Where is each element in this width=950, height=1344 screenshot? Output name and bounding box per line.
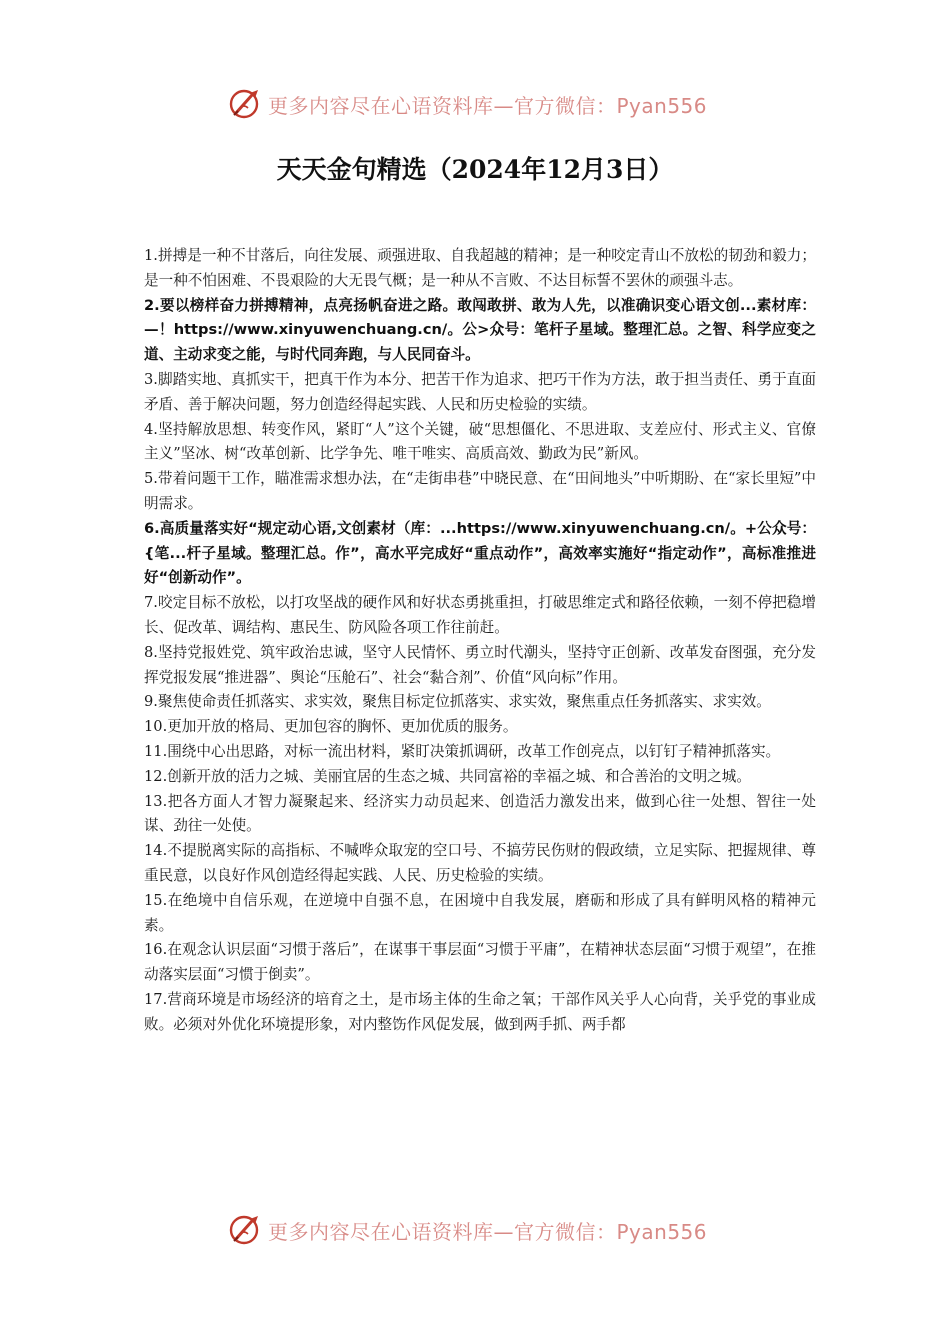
document-paragraph: 15.在绝境中自信乐观，在逆境中自强不息，在困境中自我发展，磨砺和形成了具有鲜明风格的精神元素。 xyxy=(144,891,816,934)
header-banner xyxy=(228,84,728,124)
document-title: 天天金句精选（2024年12月3日） xyxy=(276,155,674,184)
document-paragraph: 3.脚踏实地、真抓实干，把真干作为本分、把苦干作为追求、把巧干作为方法，敢于担当责任、勇于直面矛盾、善于解决问题，努力创造经得起实践、人民和历史检验的实绩。 xyxy=(144,370,816,413)
document-paragraph: 4.坚持解放思想、转变作风，紧盯“人”这个关键，破“思想僵化、不思进取、支差应付、形式主义、官僚主义”坚冰、树“改革创新、比学争先、唯干唯实、高质高效、勤政为民”新风。 xyxy=(144,420,816,463)
header-banner-left: 更多内容尽在心语资料库 xyxy=(268,93,494,118)
footer-banner-right: —官方微信：Pyan556 xyxy=(493,1219,708,1244)
document-paragraph: 14.不提脱离实际的高指标、不喊哗众取宠的空口号、不搞劳民伤财的假政绩，立足实际、把握规律、尊重民意，以良好作风创造经得起实践、人民、历史检验的实绩。 xyxy=(144,842,816,884)
pen-logo-icon xyxy=(228,1212,264,1248)
document-paragraph: 6.高质量落实好“规定动心语,文创素材（库：...https://www.xinyuwenchuang.cn/。+公众号：{笔...杆子星域。整理汇总。作”，高水平完成好“重点动作”，高效率实施好“指定动作”，高标准推进好“创新动作”。 xyxy=(144,519,816,587)
header-banner-right: —官方微信：Pyan556 xyxy=(493,93,708,118)
footer-banner-text xyxy=(268,1216,707,1245)
footer-banner-left: 更多内容尽在心语资料库 xyxy=(268,1219,494,1244)
document-paragraph: 7.咬定目标不放松，以打攻坚战的硬作风和好状态勇挑重担，打破思维定式和路径依赖，一刻不停把稳增长、促改革、调结构、惠民生、防风险各项工作往前赶。 xyxy=(144,594,816,636)
document-paragraph: 8.坚持党报姓党、筑牢政治忠诚，坚守人民情怀、勇立时代潮头，坚持守正创新、改革发奋图强，充分发挥党报发展“推进器”、舆论“压舱石”、社会“黏合剂”、价值“风向标”作用。 xyxy=(144,643,816,686)
document-paragraph: 9.聚焦使命责任抓落实、求实效，聚焦目标定位抓落实、求实效，聚焦重点任务抓落实、求实效。 xyxy=(144,693,771,711)
document-paragraph: 12.创新开放的活力之城、美丽宜居的生态之城、共同富裕的幸福之城、和合善治的文明之城。 xyxy=(144,767,751,785)
document-paragraph: 5.带着问题干工作，瞄准需求想办法，在“走街串巷”中晓民意、在“田间地头”中听期盼、在“家长里短”中明需求。 xyxy=(144,470,816,512)
header-banner-text xyxy=(268,90,707,119)
document-paragraph: 17.营商环境是市场经济的培育之土，是市场主体的生命之氧；干部作风关乎人心向背，关乎党的事业成败。必须对外优化环境提形象，对内整饬作风促发展，做到两手抓、两手都 xyxy=(144,990,816,1033)
document-paragraph: 2.要以榜样奋力拼搏精神，点亮扬帆奋进之路。敢闯敢拼、敢为人先，以准确识变心语文创...素材库：—！https://www.xinyuwenchuang.cn/。公>众号：笔杆子星域。整理汇总。之智、科学应变之道、主动求变之能，与时代同奔跑，与人民同奋斗。 xyxy=(144,296,816,364)
document-paragraph: 16.在观念认识层面“习惯于落后”，在谋事干事层面“习惯于平庸”，在精神状态层面“习惯于观望”，在推动落实层面“习惯于倒卖”。 xyxy=(144,941,816,984)
document-paragraph: 10.更加开放的格局、更加包容的胸怀、更加优质的服务。 xyxy=(144,718,518,736)
document-paragraph: 13.把各方面人才智力凝聚起来、经济实力动员起来、创造活力激发出来，做到心往一处想、智往一处谋、劲往一处使。 xyxy=(144,792,816,835)
pen-logo-icon xyxy=(228,86,264,122)
footer-banner xyxy=(228,1210,728,1250)
document-paragraph: 1.拼搏是一种不甘落后，向往发展、顽强进取、自我超越的精神；是一种咬定青山不放松的韧劲和毅力；是一种不怕困难、不畏艰险的大无畏气概；是一种从不言败、不达目标誓不罢休的顽强斗志。 xyxy=(144,247,816,289)
document-body xyxy=(144,244,816,1038)
document-paragraph: 11.围绕中心出思路，对标一流出材料，紧盯决策抓调研，改革工作创亮点，以钉钉子精神抓落实。 xyxy=(144,742,781,760)
